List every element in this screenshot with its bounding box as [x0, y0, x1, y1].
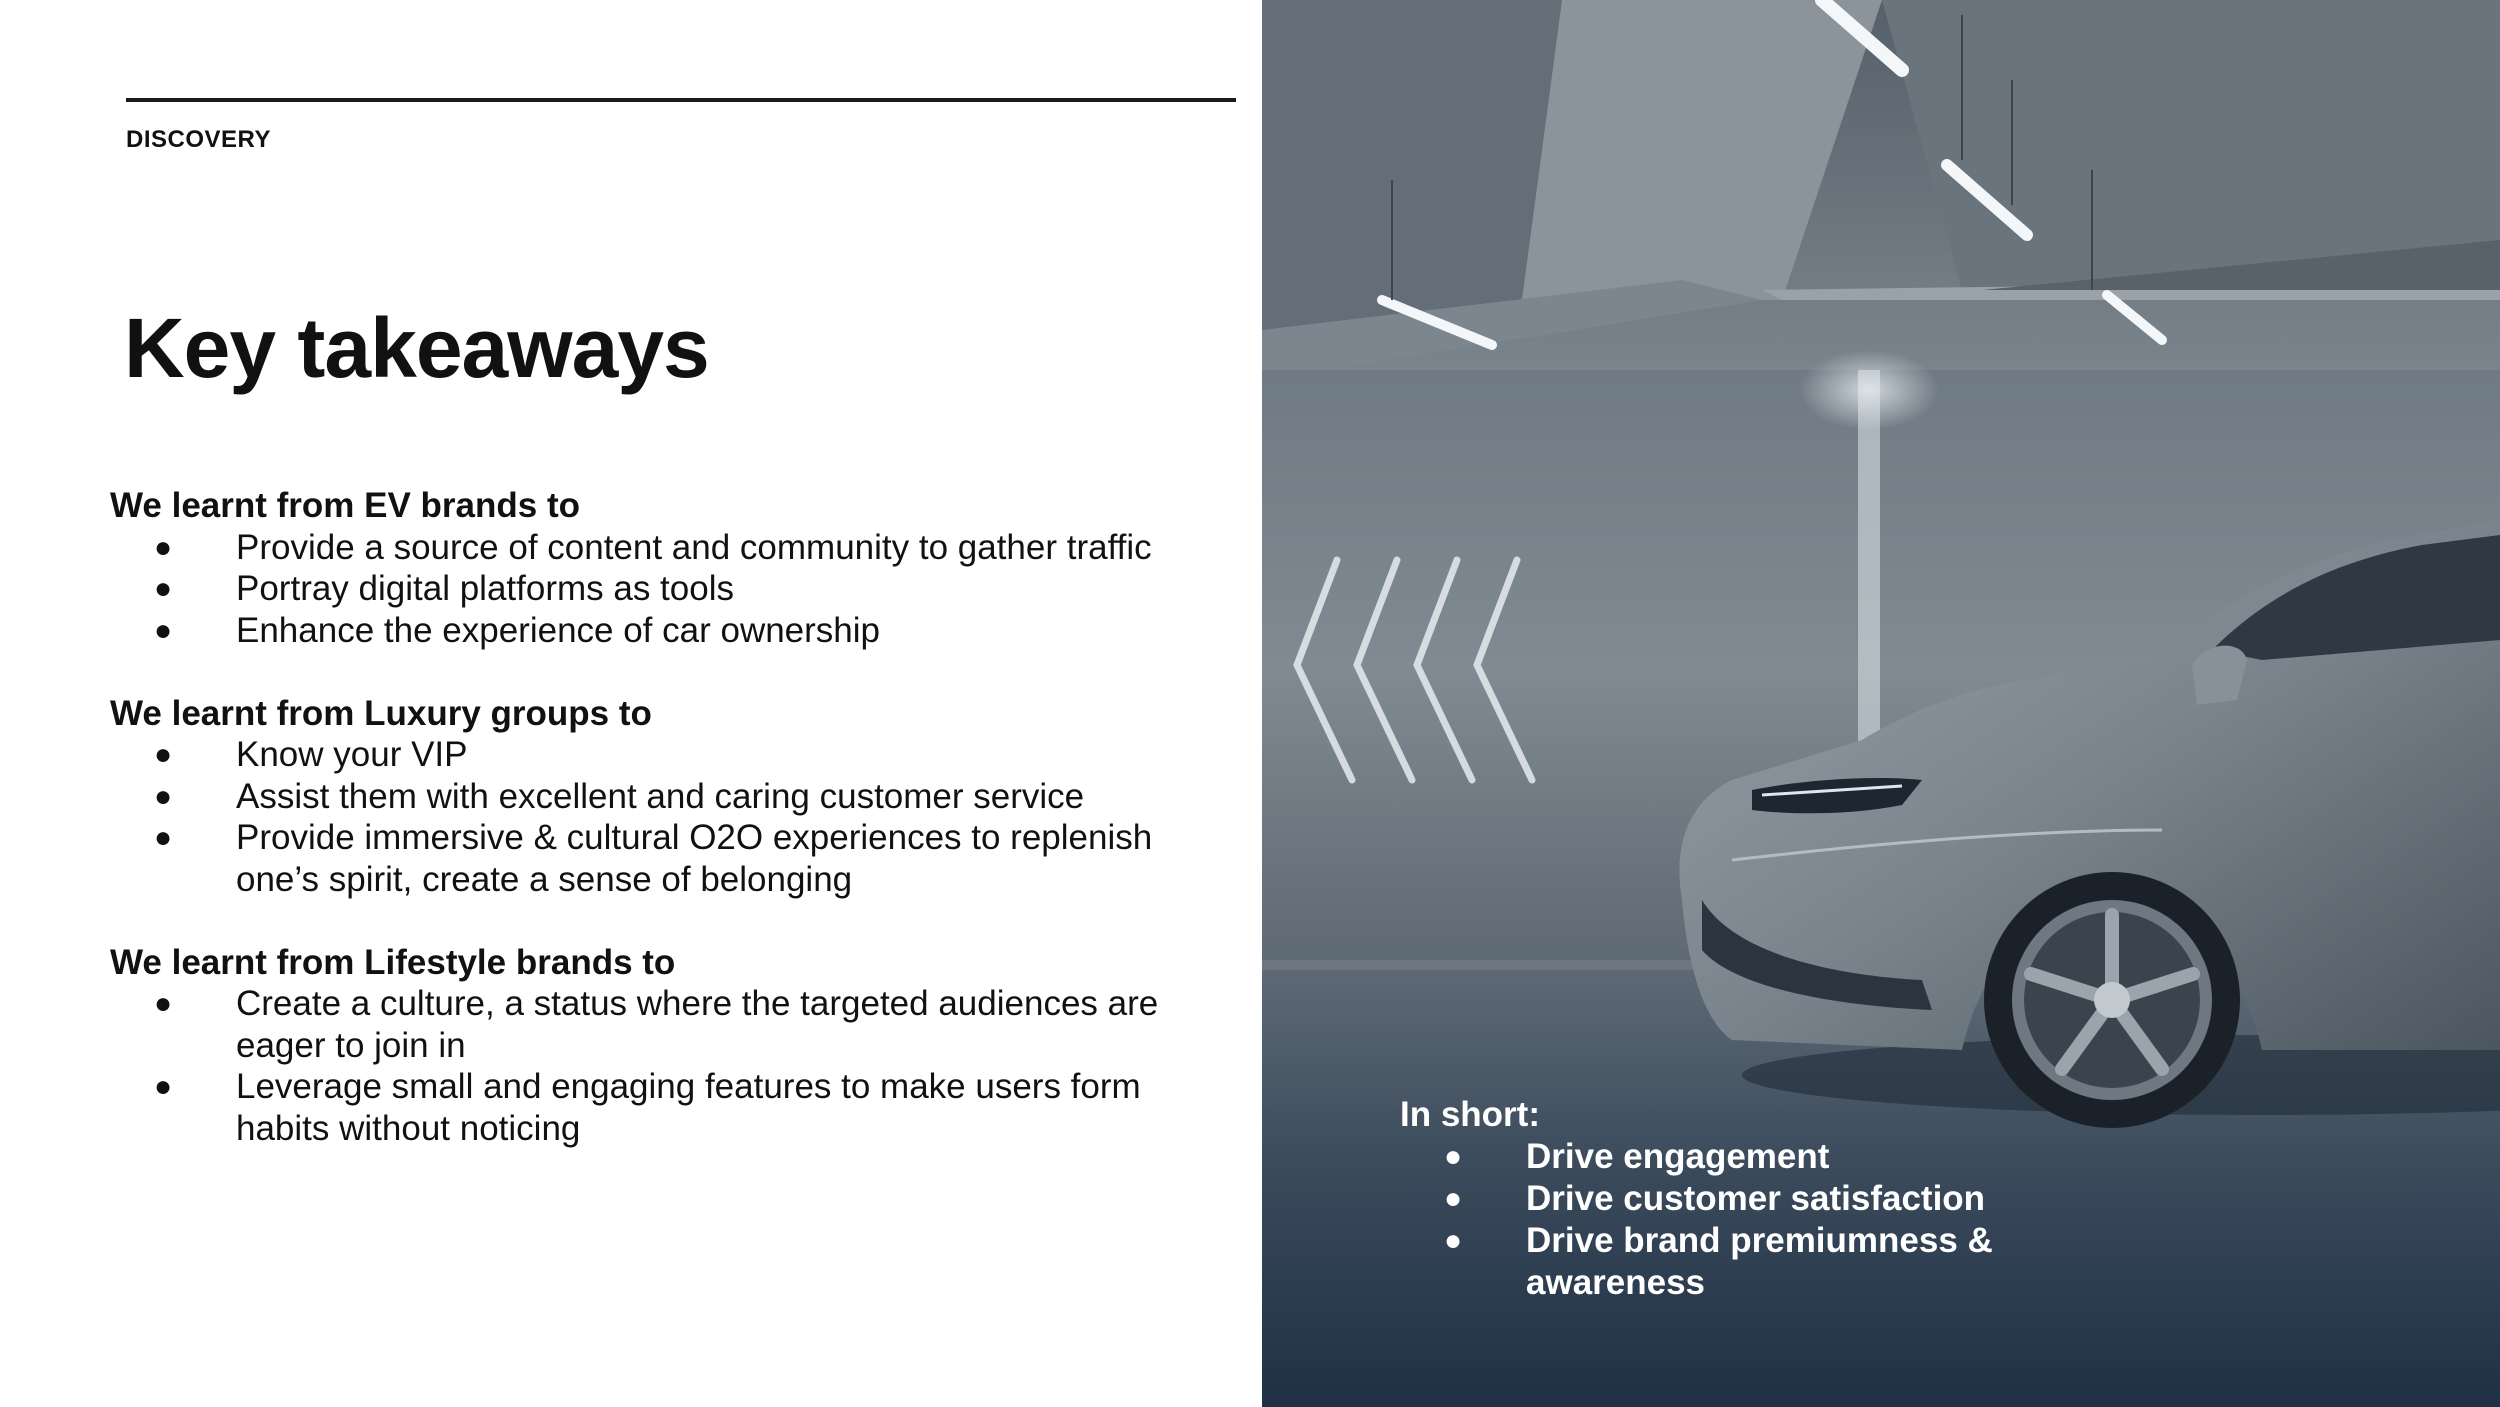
list-item-text: Enhance the experience of car ownership [236, 610, 881, 650]
group-heading: We learnt from Lifestyle brands to [110, 942, 676, 982]
bullet-icon: ● [1444, 1182, 1463, 1215]
bullet-icon: ● [154, 572, 173, 605]
page-title: Key takeaways [124, 301, 709, 396]
takeaway-group-lifestyle [110, 942, 1230, 1150]
summary-callout [1400, 1094, 2020, 1304]
list-item-text: Create a culture, a status where the targeted audiences are eager to join in [236, 984, 1159, 1065]
list-item [1400, 1136, 2020, 1178]
bullet-icon: ● [154, 821, 173, 854]
list-item [1400, 1178, 2020, 1220]
takeaway-group-ev [110, 485, 1230, 651]
bullet-icon: ● [1444, 1224, 1463, 1257]
list-item [110, 527, 1230, 569]
list-item-text: Drive brand premiumness & awareness [1526, 1221, 1993, 1302]
list-item [110, 1066, 1230, 1149]
group-heading: We learnt from Luxury groups to [110, 693, 652, 733]
summary-bullet-list [1400, 1136, 2020, 1304]
list-item-text: Provide a source of content and community to gather traffic [236, 527, 1152, 567]
header-rule [126, 98, 1236, 102]
bullet-icon: ● [154, 613, 173, 647]
list-item-text: Assist them with excellent and caring customer service [236, 776, 1085, 816]
bullet-icon: ● [154, 779, 173, 813]
bullet-list [110, 527, 1230, 652]
list-item [110, 817, 1230, 900]
list-item-text: Know your VIP [236, 735, 468, 774]
list-item [110, 983, 1230, 1066]
list-item [110, 776, 1230, 818]
bullet-icon: ● [154, 738, 173, 771]
list-item [110, 734, 1230, 776]
list-item [110, 568, 1230, 610]
bullet-icon: ● [154, 987, 173, 1020]
bullet-list [110, 734, 1230, 900]
list-item-text: Provide immersive & cultural O2O experiences to replenish one’s spirit, create a sense of belonging [236, 818, 1153, 899]
summary-heading: In short: [1400, 1095, 1540, 1134]
section-tag: DISCOVERY [126, 126, 271, 153]
bullet-list [110, 983, 1230, 1149]
bullet-icon: ● [154, 1070, 173, 1103]
list-item [1400, 1220, 2020, 1304]
list-item-text: Leverage small and engaging features to make users form habits without noticing [236, 1067, 1141, 1148]
list-item-text: Portray digital platforms as tools [236, 569, 734, 608]
takeaways-list [110, 485, 1230, 1191]
list-item-text: Drive engagement [1526, 1137, 1830, 1176]
bullet-icon: ● [1444, 1140, 1463, 1173]
list-item [110, 610, 1230, 652]
takeaway-group-luxury [110, 693, 1230, 901]
group-heading: We learnt from EV brands to [110, 486, 580, 525]
list-item-text: Drive customer satisfaction [1526, 1179, 1986, 1218]
bullet-icon: ● [154, 530, 173, 564]
